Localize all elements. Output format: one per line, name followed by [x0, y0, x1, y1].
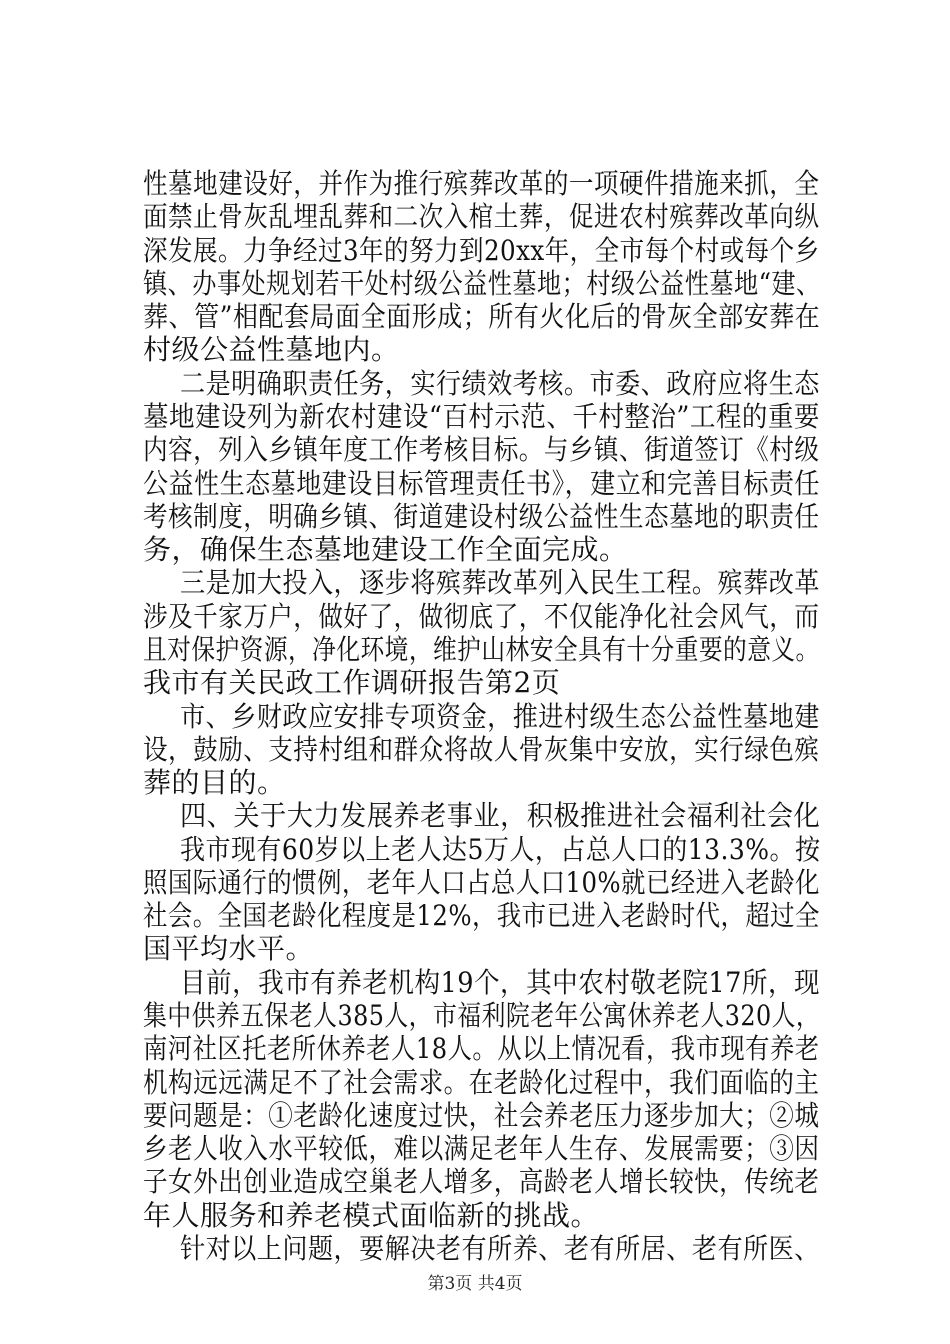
text-line: 国平均水平。	[143, 932, 315, 965]
text-line: 涉及千家万户，做好了，做彻底了，不仅能净化社会风气，而	[143, 600, 820, 633]
text-line: 乡老人收入水平较低，难以满足老年人生存、发展需要；③因	[143, 1132, 820, 1165]
text-line: 市、乡财政应安排专项资金，推进村级生态公益性墓地建	[180, 700, 820, 733]
text-line: 村级公益性墓地内。	[143, 333, 400, 366]
text-line: 我市现有60岁以上老人达5万人，占总人口的13.3%。按	[180, 833, 821, 866]
text-line: 照国际通行的惯例，老年人口占总人口10%就已经进入老龄化	[143, 866, 820, 899]
text-line: 性墓地建设好，并作为推行殡葬改革的一项硬件措施来抓，全	[143, 167, 820, 200]
text-line: 要问题是：①老龄化速度过快，社会养老压力逐步加大；②城	[143, 1099, 820, 1132]
text-line: 设，鼓励、支持村组和群众将故人骨灰集中安放，实行绿色殡	[143, 733, 820, 766]
text-line: 面禁止骨灰乱埋乱葬和二次入棺土葬，促进农村殡葬改革向纵	[143, 200, 820, 233]
text-line: 且对保护资源，净化环境，维护山林安全具有十分重要的意义。	[143, 633, 820, 666]
text-line: 针对以上问题，要解决老有所养、老有所居、老有所医、	[180, 1232, 820, 1265]
text-line: 内容，列入乡镇年度工作考核目标。与乡镇、街道签订《村级	[143, 433, 820, 466]
text-line: 三是加大投入，逐步将殡葬改革列入民生工程。殡葬改革	[180, 566, 820, 599]
section-heading: 四、关于大力发展养老事业，积极推进社会福利社会化	[180, 799, 821, 832]
text-line: 南河社区托老所休养老人18人。从以上情况看，我市现有养老	[143, 1032, 820, 1065]
text-line: 目前，我市有养老机构19个，其中农村敬老院17所，现	[180, 966, 821, 999]
text-line: 集中供养五保老人385人，市福利院老年公寓休养老人320人，	[143, 999, 821, 1032]
text-line: 机构远远满足不了社会需求。在老龄化过程中，我们面临的主	[143, 1066, 820, 1099]
text-line: 公益性生态墓地建设目标管理责任书》，建立和完善目标责任	[143, 467, 820, 500]
text-line: 子女外出创业造成空巢老人增多，高龄老人增长较快，传统老	[143, 1165, 820, 1198]
text-line: 年人服务和养老模式面临新的挑战。	[143, 1199, 600, 1232]
text-line: 墓地建设列为新农村建设“百村示范、千村整治”工程的重要	[143, 400, 820, 433]
text-line: 务，确保生态墓地建设工作全面完成。	[143, 533, 628, 566]
text-line: 葬、管”相配套局面全面形成；所有火化后的骨灰全部安葬在	[143, 300, 821, 333]
text-line: 葬的目的。	[143, 766, 286, 799]
text-line: 深发展。力争经过3年的努力到20xx年，全市每个村或每个乡	[143, 234, 820, 267]
text-line: 考核制度，明确乡镇、街道建设村级公益性生态墓地的职责任	[143, 500, 820, 533]
page-footer: 第3页 共4页	[427, 1274, 523, 1294]
text-line: 二是明确职责任务，实行绩效考核。市委、政府应将生态	[180, 367, 820, 400]
text-line: 社会。全国老龄化程度是12%，我市已进入老龄时代，超过全	[143, 899, 820, 932]
text-line: 镇、办事处规划若干处村级公益性墓地；村级公益性墓地“建、	[143, 267, 821, 300]
text-line: 我市有关民政工作调研报告第2页	[143, 666, 561, 699]
